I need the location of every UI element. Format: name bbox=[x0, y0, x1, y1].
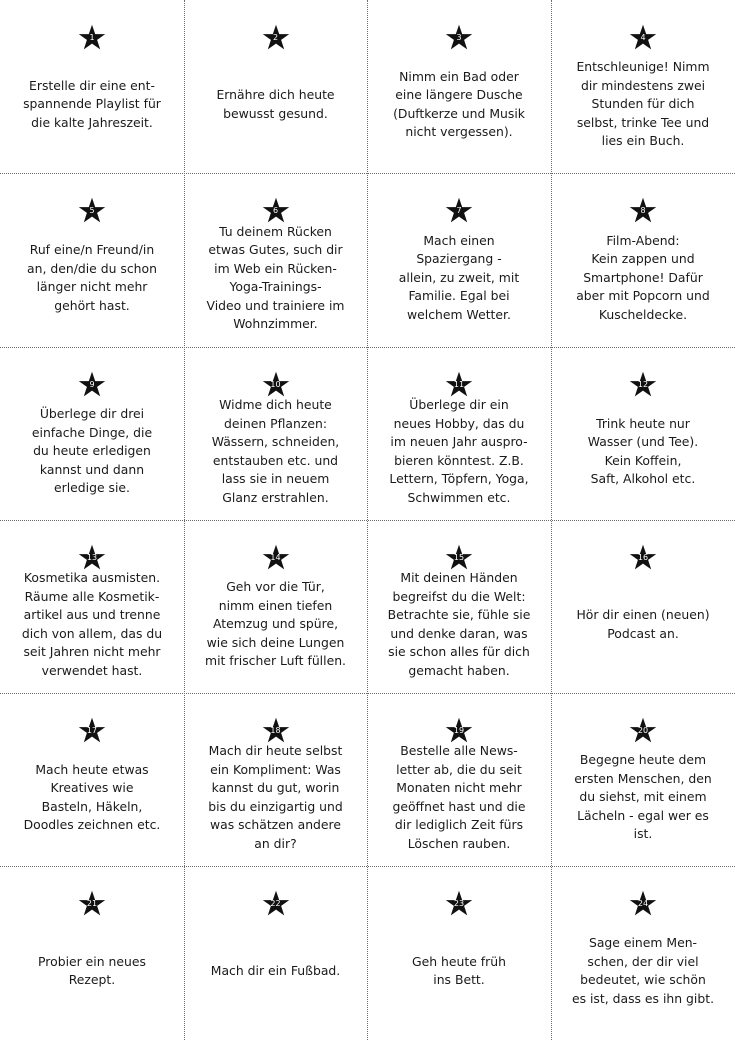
card-task-text: Bestelle alle News- letter ab, die du seit Monaten nicht mehr geöffnet hast und die dir lediglich Zeit fürs Löschen rauben. bbox=[392, 743, 526, 851]
card-task-text: Geh vor die Tür, nimm einen tiefen Atemzug und spüre, wie sich deine Lungen mit frischer Luft füllen. bbox=[205, 579, 346, 669]
card-task-text: Überlege dir ein neues Hobby, das du im neuen Jahr auspro- bieren könntest. Z.B. Lettern, Töpfern, Yoga, Schwimmen etc. bbox=[389, 397, 529, 505]
star-icon bbox=[262, 717, 290, 745]
card-text-area bbox=[184, 393, 367, 510]
card-text-area bbox=[0, 219, 184, 337]
card-text-area bbox=[551, 219, 735, 337]
card-number: 18 bbox=[270, 726, 281, 735]
star-icon bbox=[78, 717, 106, 745]
card-text-area bbox=[551, 566, 735, 683]
card-task-text: Trink heute nur Wasser (und Tee). Kein Koffein, Saft, Alkohol etc. bbox=[587, 415, 699, 486]
card-task-text: Kosmetika ausmisten. Räume alle Kosmetik- artikel aus und trenne dich von allem, das du seit Jahren nicht mehr verwendet hast. bbox=[21, 570, 163, 678]
calendar-card bbox=[184, 347, 367, 520]
card-task-text: Ruf eine/n Freund/in an, den/die du schon länger nicht mehr gehört hast. bbox=[27, 242, 157, 313]
calendar-card bbox=[0, 173, 184, 347]
card-number: 12 bbox=[637, 380, 649, 389]
calendar-card bbox=[551, 693, 735, 866]
card-number: 15 bbox=[453, 553, 465, 562]
calendar-card bbox=[0, 693, 184, 866]
star-icon bbox=[629, 544, 657, 572]
card-number: 1 bbox=[89, 33, 95, 42]
card-number: 8 bbox=[640, 206, 646, 215]
star-icon bbox=[78, 197, 106, 225]
card-number: 22 bbox=[270, 899, 281, 908]
card-task-text: Überlege dir drei einfache Dinge, die du heute erledigen kannst und dann erledige sie. bbox=[31, 406, 153, 496]
card-text-area bbox=[0, 739, 184, 856]
calendar-card bbox=[367, 0, 551, 173]
star-icon bbox=[629, 717, 657, 745]
card-text-area bbox=[184, 46, 367, 163]
card-text-area bbox=[0, 393, 184, 510]
star-icon bbox=[629, 371, 657, 399]
star-icon bbox=[445, 717, 473, 745]
star-icon bbox=[445, 371, 473, 399]
card-number: 14 bbox=[270, 553, 281, 562]
card-task-text: Probier ein neues Rezept. bbox=[38, 953, 146, 987]
calendar-card bbox=[0, 866, 184, 1040]
card-task-text: Mach einen Spaziergang - allein, zu zweit, mit Familie. Egal bei welchem Wetter. bbox=[398, 232, 520, 322]
star-icon bbox=[262, 197, 290, 225]
calendar-card bbox=[184, 693, 367, 866]
card-text-area bbox=[184, 739, 367, 856]
calendar-card bbox=[367, 866, 551, 1040]
card-text-area bbox=[367, 912, 551, 1030]
card-number: 3 bbox=[456, 33, 462, 42]
calendar-card bbox=[184, 520, 367, 693]
card-text-area bbox=[367, 566, 551, 683]
card-text-area bbox=[367, 219, 551, 337]
card-text-area bbox=[551, 393, 735, 510]
card-task-text: Erstelle dir eine ent- spannende Playlist für die kalte Jahreszeit. bbox=[23, 77, 161, 130]
star-icon bbox=[262, 371, 290, 399]
card-task-text: Film-Abend: Kein zappen und Smartphone! Dafür aber mit Popcorn und Kuscheldecke. bbox=[576, 232, 710, 322]
star-icon bbox=[78, 544, 106, 572]
card-number: 24 bbox=[637, 899, 649, 908]
card-number: 19 bbox=[453, 726, 465, 735]
calendar-card bbox=[367, 347, 551, 520]
card-task-text: Geh heute früh ins Bett. bbox=[412, 953, 506, 987]
calendar-card bbox=[551, 347, 735, 520]
calendar-card bbox=[367, 520, 551, 693]
card-number: 4 bbox=[640, 33, 646, 42]
card-number: 7 bbox=[456, 206, 462, 215]
card-number: 23 bbox=[453, 899, 465, 908]
card-text-area bbox=[367, 739, 551, 856]
card-task-text: Hör dir einen (neuen) Podcast an. bbox=[576, 607, 710, 641]
card-text-area bbox=[367, 393, 551, 510]
calendar-card bbox=[0, 0, 184, 173]
star-icon bbox=[262, 544, 290, 572]
card-number: 11 bbox=[453, 380, 465, 389]
card-number: 6 bbox=[272, 206, 279, 215]
card-task-text: Entschleunige! Nimm dir mindestens zwei Stunden für dich selbst, trinke Tee und lies ein Buch. bbox=[576, 59, 710, 149]
card-text-area bbox=[551, 912, 735, 1030]
card-task-text: Mit deinen Händen begreifst du die Welt: Betrachte sie, fühle sie und denke daran, was sie schon alles für dich gemacht haben. bbox=[387, 570, 531, 678]
card-number: 5 bbox=[89, 206, 95, 215]
star-icon bbox=[445, 544, 473, 572]
card-number: 21 bbox=[86, 899, 98, 908]
calendar-card bbox=[551, 520, 735, 693]
card-number: 10 bbox=[270, 380, 281, 389]
card-text-area bbox=[184, 912, 367, 1030]
card-text-area bbox=[551, 46, 735, 163]
card-number: 20 bbox=[637, 726, 649, 735]
calendar-card bbox=[184, 173, 367, 347]
star-icon bbox=[262, 890, 290, 918]
card-number: 2 bbox=[272, 33, 279, 42]
card-task-text: Nimm ein Bad oder eine längere Dusche (Duftkerze und Musik nicht vergessen). bbox=[393, 68, 525, 139]
calendar-card bbox=[551, 0, 735, 173]
card-number: 16 bbox=[637, 553, 649, 562]
calendar-card bbox=[551, 173, 735, 347]
star-icon bbox=[445, 197, 473, 225]
card-task-text: Mach dir ein Fußbad. bbox=[210, 962, 341, 978]
card-text-area bbox=[0, 46, 184, 163]
card-task-text: Sage einem Men- schen, der dir viel bedeutet, wie schön es ist, dass es ihn gibt. bbox=[571, 935, 715, 1006]
calendar-card bbox=[0, 520, 184, 693]
card-task-text: Widme dich heute deinen Pflanzen: Wässern, schneiden, entstauben etc. und lass sie in neuem Glanz erstrahlen. bbox=[211, 397, 340, 505]
calendar-card bbox=[184, 0, 367, 173]
calendar-card bbox=[0, 347, 184, 520]
star-icon bbox=[445, 890, 473, 918]
card-task-text: Begegne heute dem ersten Menschen, den du siehst, mit einem Lächeln - egal wer es ist. bbox=[574, 752, 712, 842]
star-icon bbox=[78, 24, 106, 52]
card-text-area bbox=[551, 739, 735, 856]
card-text-area bbox=[0, 912, 184, 1030]
star-icon bbox=[629, 197, 657, 225]
calendar-card bbox=[551, 866, 735, 1040]
card-text-area bbox=[184, 566, 367, 683]
calendar-card bbox=[184, 866, 367, 1040]
card-number: 17 bbox=[86, 726, 98, 735]
calendar-card bbox=[367, 173, 551, 347]
card-task-text: Tu deinem Rücken etwas Gutes, such dir im Web ein Rücken- Yoga-Trainings- Video und trainiere im Wohnzimmer. bbox=[206, 223, 345, 331]
star-icon bbox=[78, 890, 106, 918]
card-number: 9 bbox=[89, 380, 95, 389]
star-icon bbox=[629, 24, 657, 52]
star-icon bbox=[445, 24, 473, 52]
star-icon bbox=[629, 890, 657, 918]
card-task-text: Mach dir heute selbst ein Kompliment: Was kannst du gut, worin bis du einzigartig und was schätzen andere an dir? bbox=[208, 743, 343, 851]
calendar-card bbox=[367, 693, 551, 866]
card-task-text: Ernähre dich heute bewusst gesund. bbox=[216, 87, 335, 121]
card-text-area bbox=[367, 46, 551, 163]
star-icon bbox=[78, 371, 106, 399]
card-text-area bbox=[184, 219, 367, 337]
card-number: 13 bbox=[86, 553, 98, 562]
star-icon bbox=[262, 24, 290, 52]
card-text-area bbox=[0, 566, 184, 683]
card-task-text: Mach heute etwas Kreatives wie Basteln, Häkeln, Doodles zeichnen etc. bbox=[23, 761, 161, 832]
